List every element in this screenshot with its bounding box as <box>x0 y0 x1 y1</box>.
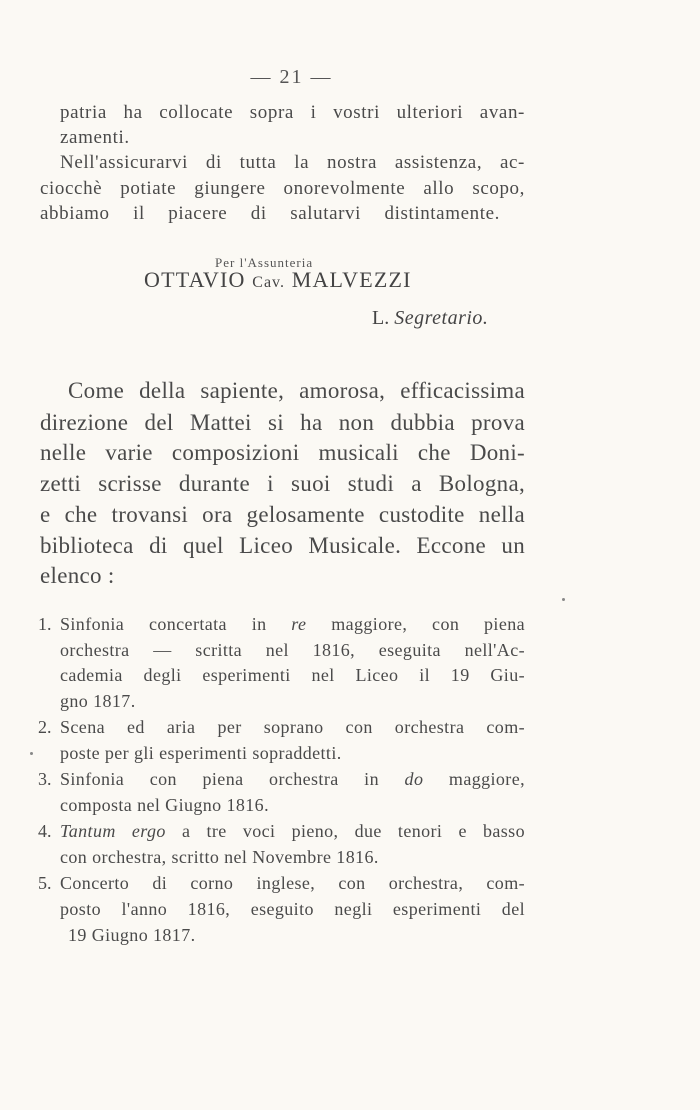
paper-speck <box>30 752 33 755</box>
letter-line: Nell'assicurarvi di tutta la nostra assistenza, ac- <box>60 152 525 173</box>
paragraph-line: zetti scrisse durante i suoi studi a Bologna, <box>40 471 525 496</box>
role-initial: L. <box>372 307 395 329</box>
list-item-marker: 3. <box>38 769 52 789</box>
text-run: poste per gli esperimenti sopraddetti. <box>60 743 342 763</box>
text-run: composta nel Giugno 1816. <box>60 795 269 815</box>
text-run: a tre voci pieno, due tenori e basso <box>165 821 525 841</box>
letter-line: patria ha collocate sopra i vostri ulteriori avan- <box>60 102 525 123</box>
text-run: gno 1817. <box>60 691 136 711</box>
list-item-marker: 1. <box>38 614 52 634</box>
letter-line: ciocchè potiate giungere onorevolmente allo scopo, <box>40 178 525 199</box>
list-item-line <box>60 665 525 686</box>
letter-line: abbiamo il piacere di salutarvi distintamente. <box>40 203 500 224</box>
text-run: maggiore, <box>423 769 525 789</box>
paragraph-line: direzione del Mattei si ha non dubbia prova <box>40 410 525 435</box>
paragraph-line: biblioteca di quel Liceo Musicale. Eccone un <box>40 533 525 558</box>
list-item-line <box>60 769 525 790</box>
paragraph-line: e che trovansi ora gelosamente custodite nella <box>40 502 525 527</box>
list-item-line <box>68 925 533 946</box>
signatory-name <box>144 267 412 293</box>
paragraph-line: Come della sapiente, amorosa, efficacissima <box>68 378 525 403</box>
list-item-line <box>60 795 525 816</box>
letter-line: zamenti. <box>60 127 130 148</box>
text-run: orchestra — scritta nel 1816, eseguita nell'Ac- <box>60 640 525 660</box>
paragraph-line: elenco : <box>40 563 115 588</box>
text-run: posto l'anno 1816, eseguito negli esperimenti del <box>60 899 525 919</box>
text-run: cademia degli esperimenti nel Liceo il 19 Giu- <box>60 665 525 685</box>
list-item-marker: 4. <box>38 821 52 841</box>
italic-text: Tantum ergo <box>60 821 166 841</box>
list-item-line <box>60 899 525 920</box>
text-run: Sinfonia con piena orchestra in <box>60 769 405 789</box>
italic-text: re <box>291 614 307 634</box>
text-run: Concerto di corno inglese, con orchestra, com- <box>60 873 525 893</box>
text-run: Scena ed aria per soprano con orchestra com- <box>60 717 525 737</box>
text-run: 19 Giugno 1817. <box>68 925 196 945</box>
list-item-line <box>60 640 525 661</box>
text-run: con orchestra, scritto nel Novembre 1816. <box>60 847 379 867</box>
list-item-marker: 2. <box>38 717 52 737</box>
list-item-line <box>60 717 525 738</box>
role-title: Segretario. <box>394 307 489 329</box>
text-run: maggiore, con piena <box>306 614 525 634</box>
signature-prefix: Per l'Assunteria <box>215 255 314 270</box>
text-run: Sinfonia concertata in <box>60 614 292 634</box>
signatory-title: Cav. <box>252 274 285 291</box>
signatory-last-name: MALVEZZI <box>285 267 412 292</box>
page-number: — 21 — <box>250 66 333 88</box>
paragraph-line: nelle varie composizioni musicali che Doni- <box>40 440 525 465</box>
list-item-line <box>60 847 525 868</box>
signatory-role <box>372 307 488 330</box>
signatory-first-name: OTTAVIO <box>144 267 253 292</box>
list-item-line <box>60 691 525 712</box>
paper-speck <box>562 598 565 601</box>
list-item-line <box>60 873 525 894</box>
italic-text: do <box>404 769 424 789</box>
list-item-line <box>60 614 525 635</box>
list-item-line <box>60 821 525 842</box>
list-item-marker: 5. <box>38 873 52 893</box>
list-item-line <box>60 743 525 764</box>
